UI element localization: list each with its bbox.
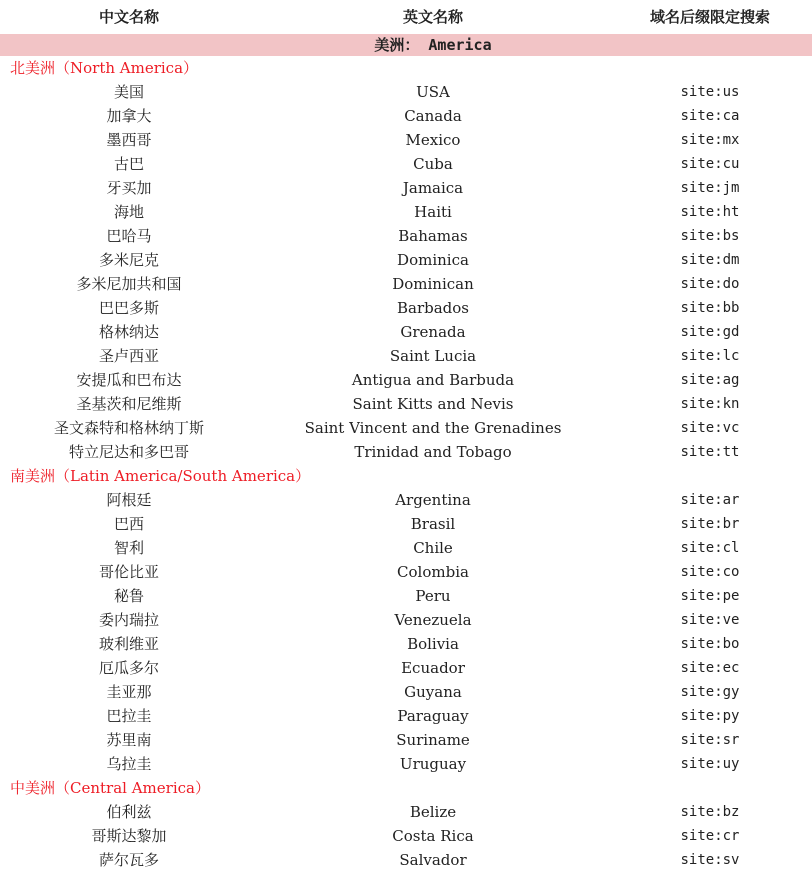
header-english-name[interactable]: 英文名称 [402,8,463,26]
table-row[interactable] [0,416,812,440]
country-english-name[interactable]: Dominica [397,251,469,269]
country-chinese-name[interactable]: 巴巴多斯 [98,299,159,317]
country-chinese-name[interactable]: 阿根廷 [106,491,152,509]
table-row[interactable] [0,632,812,656]
country-english-name[interactable]: Argentina [395,491,471,509]
country-english-name[interactable]: Antigua and Barbuda [351,371,515,389]
country-english-name[interactable]: USA [416,83,450,101]
country-chinese-name[interactable]: 苏里南 [106,731,152,749]
country-chinese-name[interactable]: 格林纳达 [98,323,159,341]
country-english-name[interactable]: Saint Kitts and Nevis [352,395,514,413]
country-chinese-name[interactable]: 哥斯达黎加 [91,827,167,845]
site-query[interactable]: site:vc [680,420,740,436]
table-row[interactable] [0,392,812,416]
country-english-name[interactable]: Canada [404,107,462,125]
country-english-name[interactable]: Venezuela [394,611,472,629]
table-row[interactable] [0,704,812,728]
site-query[interactable]: site:sv [680,852,740,868]
country-chinese-name[interactable]: 加拿大 [106,107,152,125]
country-chinese-name[interactable]: 圭亚那 [106,683,152,701]
country-chinese-name[interactable]: 玻利维亚 [98,635,159,653]
country-english-name[interactable]: Grenada [400,323,466,341]
table-row[interactable] [0,104,812,128]
site-query[interactable]: site:dm [680,252,740,268]
country-chinese-name[interactable]: 安提瓜和巴布达 [76,371,182,389]
site-query[interactable]: site:cl [680,540,740,556]
country-english-name[interactable]: Dominican [392,275,474,293]
table-row[interactable] [0,656,812,680]
country-chinese-name[interactable]: 伯利兹 [106,803,152,821]
country-english-name[interactable]: Belize [409,803,457,821]
table-row[interactable] [0,248,812,272]
country-english-name[interactable]: Colombia [397,563,469,581]
table-row[interactable] [0,824,812,848]
table-row[interactable] [0,800,812,824]
region-label[interactable]: 美洲： America [374,36,492,54]
site-query[interactable]: site:gd [680,324,740,340]
site-query[interactable]: site:cu [680,156,740,172]
country-chinese-name[interactable]: 牙买加 [106,179,152,197]
site-query[interactable]: site:jm [680,180,740,196]
country-english-name[interactable]: Salvador [399,851,467,869]
site-query[interactable]: site:ec [680,660,740,676]
country-chinese-name[interactable]: 海地 [113,203,144,221]
country-english-name[interactable]: Peru [415,587,451,605]
country-chinese-name[interactable]: 圣基茨和尼维斯 [76,395,182,413]
table-row[interactable] [0,440,812,464]
site-query[interactable]: site:gy [680,684,740,700]
table-row[interactable] [0,752,812,776]
site-query[interactable]: site:pe [680,588,740,604]
site-query[interactable]: site:do [680,276,740,292]
country-english-name[interactable]: Costa Rica [392,827,474,845]
header-domain-search[interactable]: 域名后缀限定搜索 [649,8,770,26]
country-chinese-name[interactable]: 秘鲁 [113,587,144,605]
country-english-name[interactable]: Ecuador [401,659,465,677]
country-english-name[interactable]: Suriname [396,731,470,749]
table-row[interactable] [0,584,812,608]
country-chinese-name[interactable]: 多米尼加共和国 [76,275,182,293]
table-row[interactable] [0,80,812,104]
country-english-name[interactable]: Mexico [405,131,461,149]
site-query[interactable]: site:uy [680,756,740,772]
table-row[interactable] [0,488,812,512]
country-chinese-name[interactable]: 古巴 [113,155,144,173]
country-english-name[interactable]: Guyana [404,683,462,701]
region-row-america[interactable] [0,34,812,56]
south-america-rows [0,488,812,776]
country-chinese-name[interactable]: 巴拉圭 [106,707,152,725]
table-row[interactable] [0,152,812,176]
site-query[interactable]: site:ar [680,492,740,508]
site-query[interactable]: site:bz [680,804,740,820]
site-query[interactable]: site:lc [680,348,740,364]
site-query[interactable]: site:ag [680,372,740,388]
country-english-name[interactable]: Jamaica [402,179,464,197]
subregion-central-america[interactable]: 中美洲（Central America） [10,779,210,797]
table-header [0,0,812,34]
table-row[interactable] [0,680,812,704]
table-row[interactable] [0,560,812,584]
country-chinese-name[interactable]: 智利 [113,539,144,557]
country-english-name[interactable]: Haiti [414,203,452,221]
country-english-name[interactable]: Paraguay [397,707,469,725]
table-row[interactable] [0,128,812,152]
site-query[interactable]: site:py [680,708,740,724]
country-chinese-name[interactable]: 委内瑞拉 [98,611,159,629]
site-query[interactable]: site:ca [680,108,740,124]
country-english-name[interactable]: Brasil [410,515,456,533]
country-chinese-name[interactable]: 多米尼克 [98,251,159,269]
site-query[interactable]: site:us [680,84,740,100]
subregion-north-america[interactable]: 北美洲（North America） [10,59,199,77]
site-query[interactable]: site:sr [680,732,740,748]
north-america-rows [0,80,812,464]
subregion-south-america[interactable]: 南美洲（Latin America/South America） [10,467,311,485]
site-query[interactable]: site:bo [680,636,740,652]
table-row[interactable] [0,608,812,632]
country-chinese-name[interactable]: 乌拉圭 [106,755,152,773]
country-chinese-name[interactable]: 巴哈马 [106,227,152,245]
site-query[interactable]: site:ht [680,204,740,220]
country-chinese-name[interactable]: 圣文森特和格林纳丁斯 [53,419,204,437]
header-chinese-name[interactable]: 中文名称 [98,8,159,26]
table-row[interactable] [0,512,812,536]
table-row[interactable] [0,320,812,344]
table-row[interactable] [0,200,812,224]
country-english-name[interactable]: Saint Lucia [389,347,477,365]
table-row[interactable] [0,848,812,872]
table-row[interactable] [0,728,812,752]
country-english-name[interactable]: Bolivia [407,635,459,653]
site-query[interactable]: site:cr [680,828,740,844]
country-chinese-name[interactable]: 墨西哥 [106,131,152,149]
country-english-name[interactable]: Barbados [396,299,469,317]
country-chinese-name[interactable]: 美国 [113,83,144,101]
country-chinese-name[interactable]: 巴西 [113,515,144,533]
country-english-name[interactable]: Chile [413,539,453,557]
country-chinese-name[interactable]: 哥伦比亚 [98,563,159,581]
site-query[interactable]: site:tt [680,444,740,460]
site-query[interactable]: site:bb [680,300,740,316]
country-english-name[interactable]: Uruguay [399,755,467,773]
region-cell-empty[interactable] [608,34,812,56]
site-query[interactable]: site:br [680,516,740,532]
country-chinese-name[interactable]: 特立尼达和多巴哥 [68,443,189,461]
table-row[interactable] [0,224,812,248]
table-row[interactable] [0,344,812,368]
site-query[interactable]: site:ve [680,612,740,628]
country-english-name[interactable]: Bahamas [398,227,468,245]
country-english-name[interactable]: Saint Vincent and the Grenadines [304,419,562,437]
region-cell-empty[interactable] [0,34,258,56]
site-query[interactable]: site:kn [680,396,740,412]
central-america-rows [0,800,812,872]
country-chinese-name[interactable]: 圣卢西亚 [98,347,159,365]
site-query[interactable]: site:co [680,564,740,580]
table-row[interactable] [0,536,812,560]
table-row[interactable] [0,368,812,392]
country-chinese-name[interactable]: 萨尔瓦多 [98,851,159,869]
site-query[interactable]: site:mx [680,132,740,148]
table-row[interactable] [0,272,812,296]
country-english-name[interactable]: Trinidad and Tobago [354,443,512,461]
table-row[interactable] [0,176,812,200]
table-row[interactable] [0,296,812,320]
country-english-name[interactable]: Cuba [413,155,453,173]
site-query[interactable]: site:bs [680,228,740,244]
country-chinese-name[interactable]: 厄瓜多尔 [98,659,159,677]
